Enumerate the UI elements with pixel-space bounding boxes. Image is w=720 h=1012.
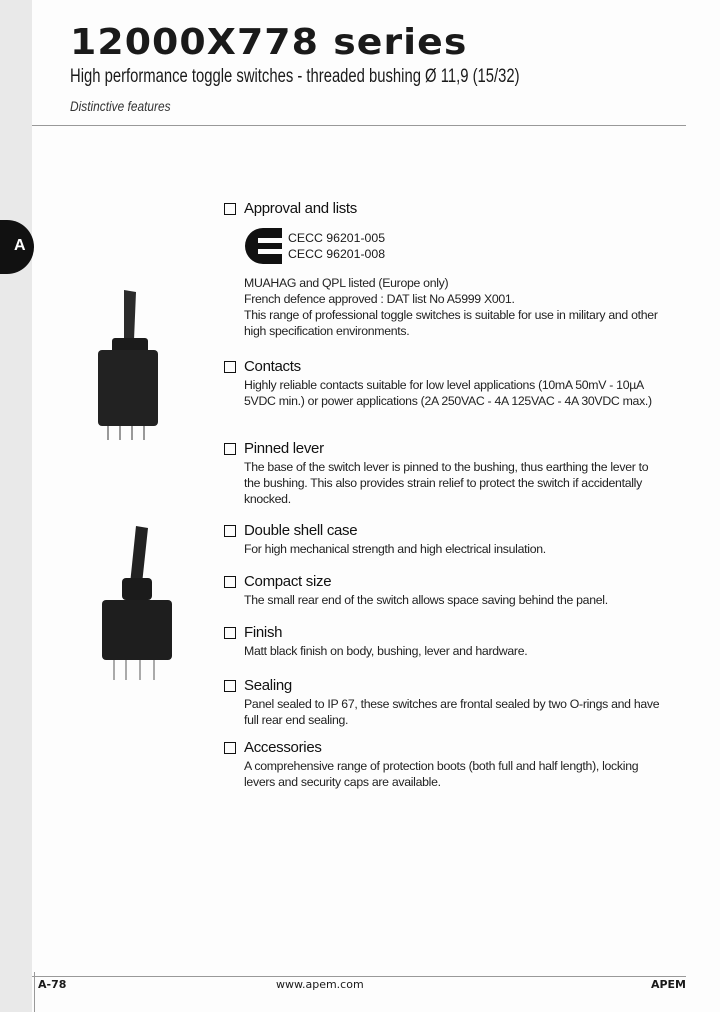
footer-divider [32, 976, 686, 977]
section-heading: Accessories [244, 739, 322, 756]
footer-vline [34, 972, 35, 1012]
section-heading: Finish [244, 624, 283, 641]
checkbox-bullet-icon [224, 203, 236, 215]
feature-accessories [224, 739, 664, 790]
cecc-logo-icon [244, 227, 282, 265]
section-heading: Pinned lever [244, 440, 324, 457]
cecc-ref: CECC 96201-008 [288, 247, 386, 261]
feature-text: The small rear end of the switch allows space saving behind the panel. [244, 593, 608, 607]
checkbox-bullet-icon [224, 525, 236, 537]
page-number: A-78 [38, 978, 67, 991]
feature-pinned-lever [224, 440, 664, 507]
feature-finish [224, 624, 664, 659]
section-heading: Double shell case [244, 522, 358, 539]
side-strip [0, 0, 32, 1012]
footer-brand: APEM [650, 978, 686, 991]
approval-section [224, 200, 664, 339]
page-title: 12000X778 series [70, 22, 468, 63]
feature-double-shell [224, 522, 664, 557]
feature-contacts [224, 358, 664, 409]
feature-sealing [224, 677, 664, 728]
feature-text: A comprehensive range of protection boots (both full and half length), locking levers and security caps are available. [244, 759, 639, 789]
section-tab-label: A [14, 237, 26, 254]
section-heading: Compact size [244, 573, 332, 590]
feature-text: Panel sealed to IP 67, these switches are frontal sealed by two O-rings and have full rear end sealing. [244, 697, 660, 727]
section-label: Distinctive features [70, 98, 171, 114]
checkbox-bullet-icon [224, 680, 236, 692]
approval-line: French defence approved : DAT list No A5999 X001. [244, 292, 515, 306]
checkbox-bullet-icon [224, 576, 236, 588]
feature-text: The base of the switch lever is pinned to the bushing, thus earthing the lever to the bushing. This also provides strain relief to protect the switch if accidentally knocked. [244, 460, 649, 506]
page-subtitle: High performance toggle switches - threaded bushing Ø 11,9 (15/32) [70, 66, 520, 87]
section-heading: Contacts [244, 358, 301, 375]
switch-image-1 [88, 290, 178, 450]
divider [32, 125, 686, 126]
approval-line: This range of professional toggle switches is suitable for use in military and other high specification environments. [244, 308, 658, 338]
checkbox-bullet-icon [224, 361, 236, 373]
feature-text: Highly reliable contacts suitable for low level applications (10mA 50mV - 10µA 5VDC min.) or power applications (2A 250VAC - 4A 125VAC - 4A 30VDC max.) [244, 378, 652, 408]
checkbox-bullet-icon [224, 443, 236, 455]
checkbox-bullet-icon [224, 627, 236, 639]
switch-image-2 [96, 524, 176, 684]
section-heading: Sealing [244, 677, 292, 694]
feature-text: Matt black finish on body, bushing, lever and hardware. [244, 644, 528, 658]
section-heading: Approval and lists [244, 200, 357, 217]
feature-text: For high mechanical strength and high electrical insulation. [244, 542, 546, 556]
cecc-ref: CECC 96201-005 [288, 231, 386, 245]
checkbox-bullet-icon [224, 742, 236, 754]
feature-compact-size [224, 573, 664, 608]
approval-line: MUAHAG and QPL listed (Europe only) [244, 276, 449, 290]
footer-url[interactable]: www.apem.com [276, 978, 364, 991]
